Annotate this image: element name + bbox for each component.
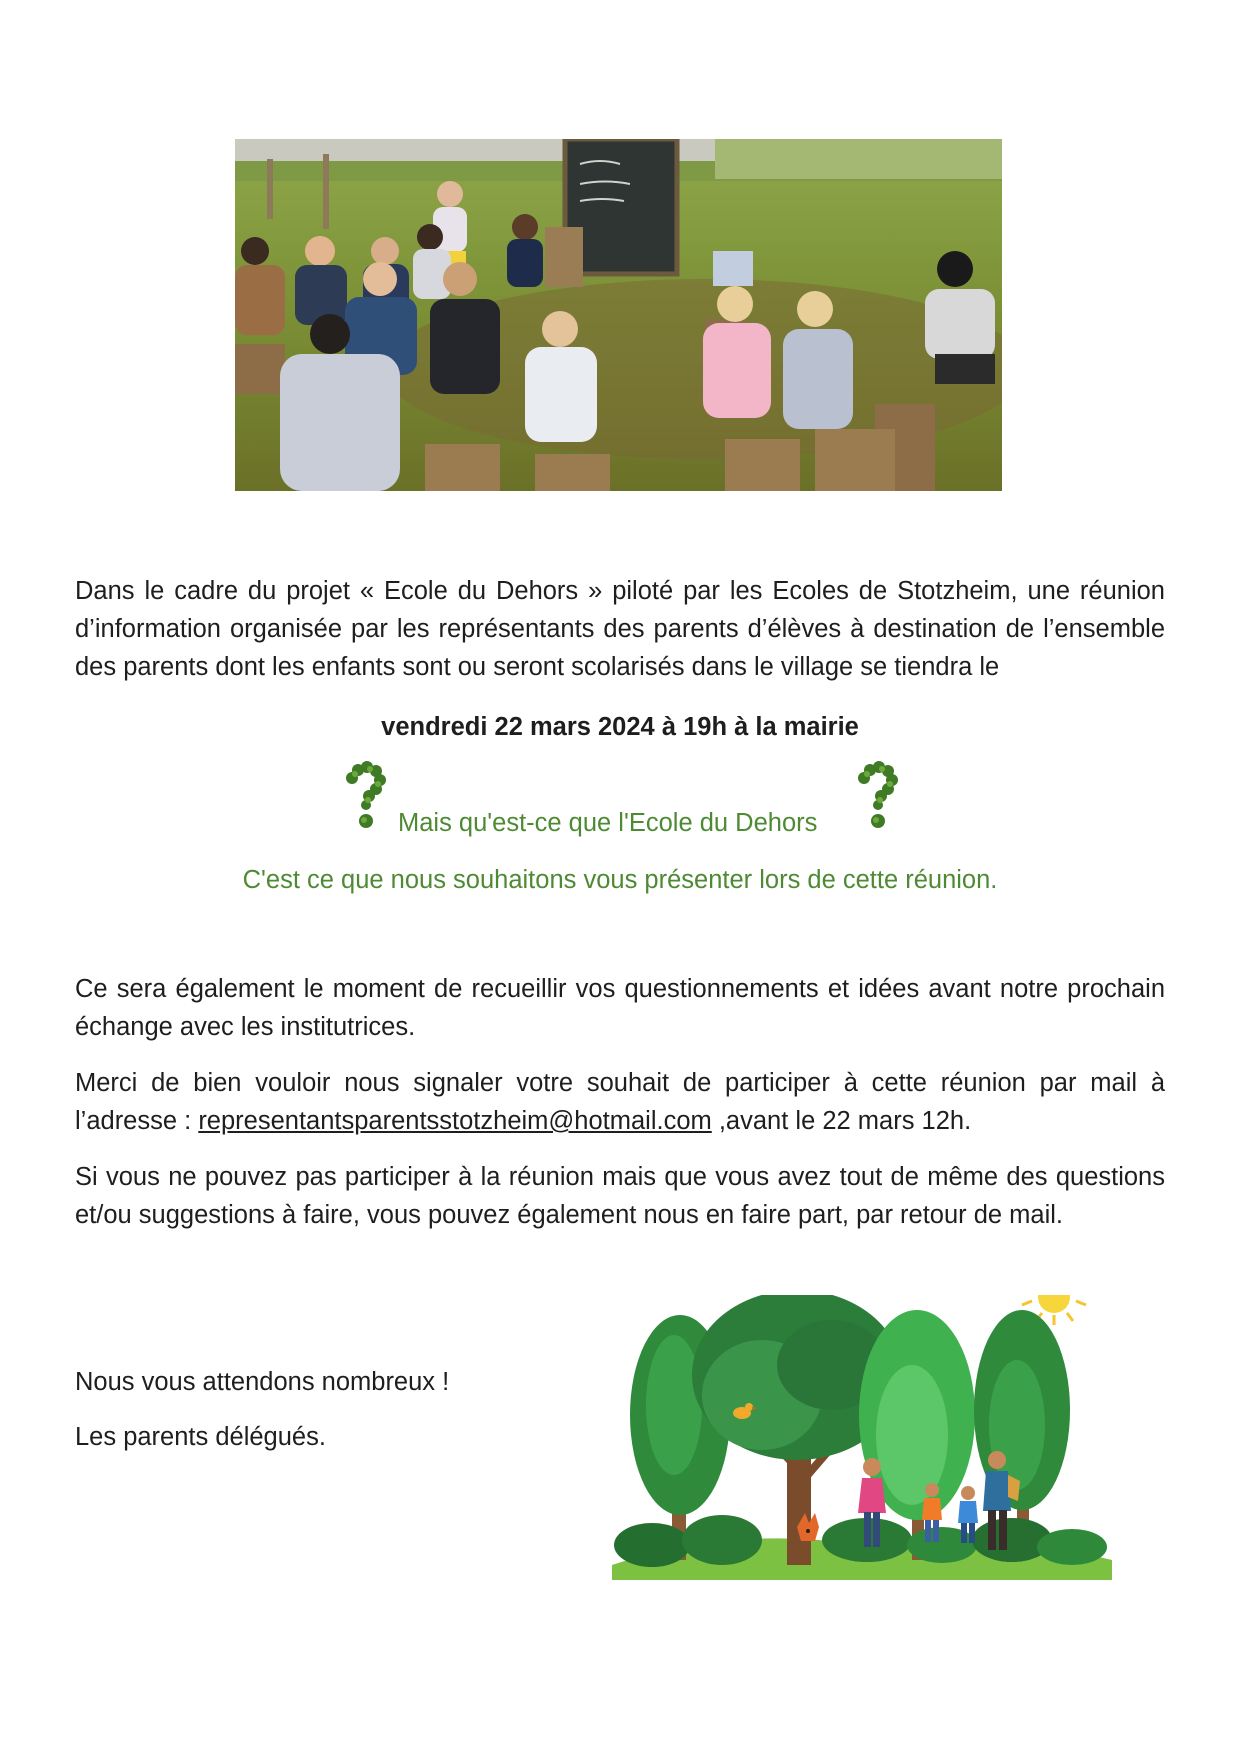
question-line (0, 760, 1240, 840)
questions-paragraph: Ce sera également le moment de recueillir vos questionnements et idées avant notre prochain échange avec les institutrices. (75, 975, 1165, 1041)
signup-text-after: ,avant le 22 mars 12h. (711, 1107, 972, 1135)
closing-line: Nous vous attendons nombreux ! (75, 1368, 450, 1396)
event-date: vendredi 22 mars 2024 à 19h à la mairie (381, 713, 859, 741)
suggestions-paragraph: Si vous ne pouvez pas participer à la réunion mais que vous avez tout de même des questions et/ou suggestions à faire, vous pouvez également nous en faire part, par retour de mail. (75, 1163, 1165, 1229)
email-link[interactable]: representantsparentsstotzheim@hotmail.com (198, 1107, 712, 1135)
signature-line: Les parents délégués. (75, 1423, 326, 1451)
question-mark-icon (852, 760, 902, 832)
outdoor-class-photo (235, 139, 1002, 491)
question-subtext: C'est ce que nous souhaitons vous présenter lors de cette réunion. (242, 866, 998, 894)
signup-text-before: Merci de bien vouloir nous signaler votre souhait de participer à cette réunion par mail à l’adresse : (75, 1069, 1165, 1135)
forest-family-illustration (612, 1295, 1112, 1580)
intro-paragraph: Dans le cadre du projet « Ecole du Dehors » piloté par les Ecoles de Stotzheim, une réunion d’information organisée par les représentants des parents d’élèves à destination de l’ensemble des parents dont les enfants sont ou seront scolarisés dans le village se tiendra le (75, 577, 1165, 681)
question-mark-icon (340, 760, 390, 832)
signup-paragraph (75, 1064, 1165, 1140)
question-text: Mais qu'est-ce que l'Ecole du Dehors (398, 809, 818, 837)
